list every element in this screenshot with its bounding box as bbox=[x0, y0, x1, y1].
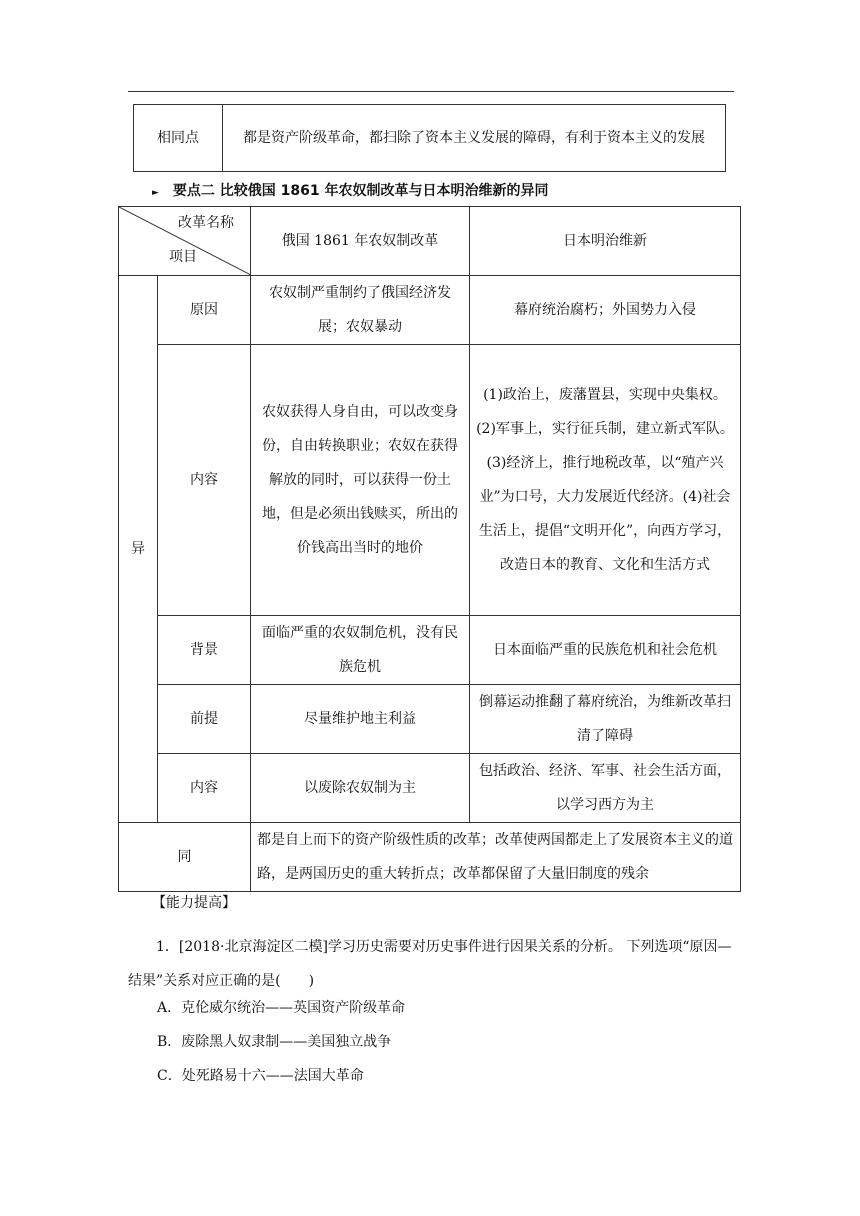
row-label: 前提 bbox=[158, 685, 251, 754]
russia-cell: 尽量维护地主利益 bbox=[251, 685, 470, 754]
section-heading: ► 要点二 比较俄国 1861 年农奴制改革与日本明治维新的异同 bbox=[152, 183, 549, 199]
section-title: 【能力提高】 bbox=[152, 895, 236, 911]
russia-cell: 农奴获得人身自由，可以改变身份，自由转换职业；农奴在获得解放的同时，可以获得一份土地，但是必须出钱赎买，所出的价钱高出当时的地价 bbox=[251, 345, 470, 616]
japan-cell: 倒幕运动推翻了幕府统治，为维新改革扫清了障碍 bbox=[470, 685, 741, 754]
row-label: 原因 bbox=[158, 276, 251, 345]
option-b: B．废除黑人奴隶制——美国独立战争 bbox=[157, 1034, 392, 1050]
row-label: 背景 bbox=[158, 616, 251, 685]
diff-group-label: 异 bbox=[119, 276, 158, 823]
header-reform-name: 改革名称 bbox=[178, 215, 234, 231]
russia-cell: 以废除农奴制为主 bbox=[251, 754, 470, 823]
common-content: 都是资产阶级革命，都扫除了资本主义发展的障碍，有利于资本主义的发展 bbox=[223, 105, 726, 172]
col-russia-header: 俄国 1861 年农奴制改革 bbox=[251, 207, 470, 276]
header-rule bbox=[128, 91, 734, 92]
diagonal-header-cell bbox=[119, 207, 251, 276]
japan-cell: (1)政治上，废藩置县，实现中央集权。(2)军事上，实行征兵制，建立新式军队。(3)经济上，推行地税改革，以“殖产兴业”为口号，大力发展近代经济。(4)社会生活上，提倡“文明开化”，向西方学习，改造日本的教育、文化和生活方式 bbox=[470, 345, 741, 616]
russia-cell: 面临严重的农奴制危机，没有民族危机 bbox=[251, 616, 470, 685]
japan-cell: 日本面临严重的民族危机和社会危机 bbox=[470, 616, 741, 685]
russia-cell: 农奴制严重制约了俄国经济发展；农奴暴动 bbox=[251, 276, 470, 345]
row-label: 内容 bbox=[158, 345, 251, 616]
japan-cell: 包括政治、经济、军事、社会生活方面，以学习西方为主 bbox=[470, 754, 741, 823]
common-label: 相同点 bbox=[134, 105, 223, 172]
header-item: 项目 bbox=[169, 249, 197, 265]
option-a: A．克伦威尔统治——英国资产阶级革命 bbox=[157, 1000, 406, 1016]
comparison-table bbox=[118, 206, 741, 892]
common-points-table bbox=[133, 104, 726, 172]
same-content: 都是自上而下的资产阶级性质的改革；改革使两国都走上了发展资本主义的道路，是两国历史的重大转折点；改革都保留了大量旧制度的残余 bbox=[251, 823, 741, 892]
row-label: 内容 bbox=[158, 754, 251, 823]
same-label: 同 bbox=[119, 823, 251, 892]
japan-cell: 幕府统治腐朽；外国势力入侵 bbox=[470, 276, 741, 345]
col-japan-header: 日本明治维新 bbox=[470, 207, 741, 276]
question-stem: 1．[2018·北京海淀区二模]学习历史需要对历史事件进行因果关系的分析。 下列选项“原因—结果”关系对应正确的是( ) bbox=[128, 939, 732, 989]
option-c: C．处死路易十六——法国大革命 bbox=[157, 1068, 364, 1084]
triangle-bullet-icon: ► bbox=[152, 188, 159, 198]
